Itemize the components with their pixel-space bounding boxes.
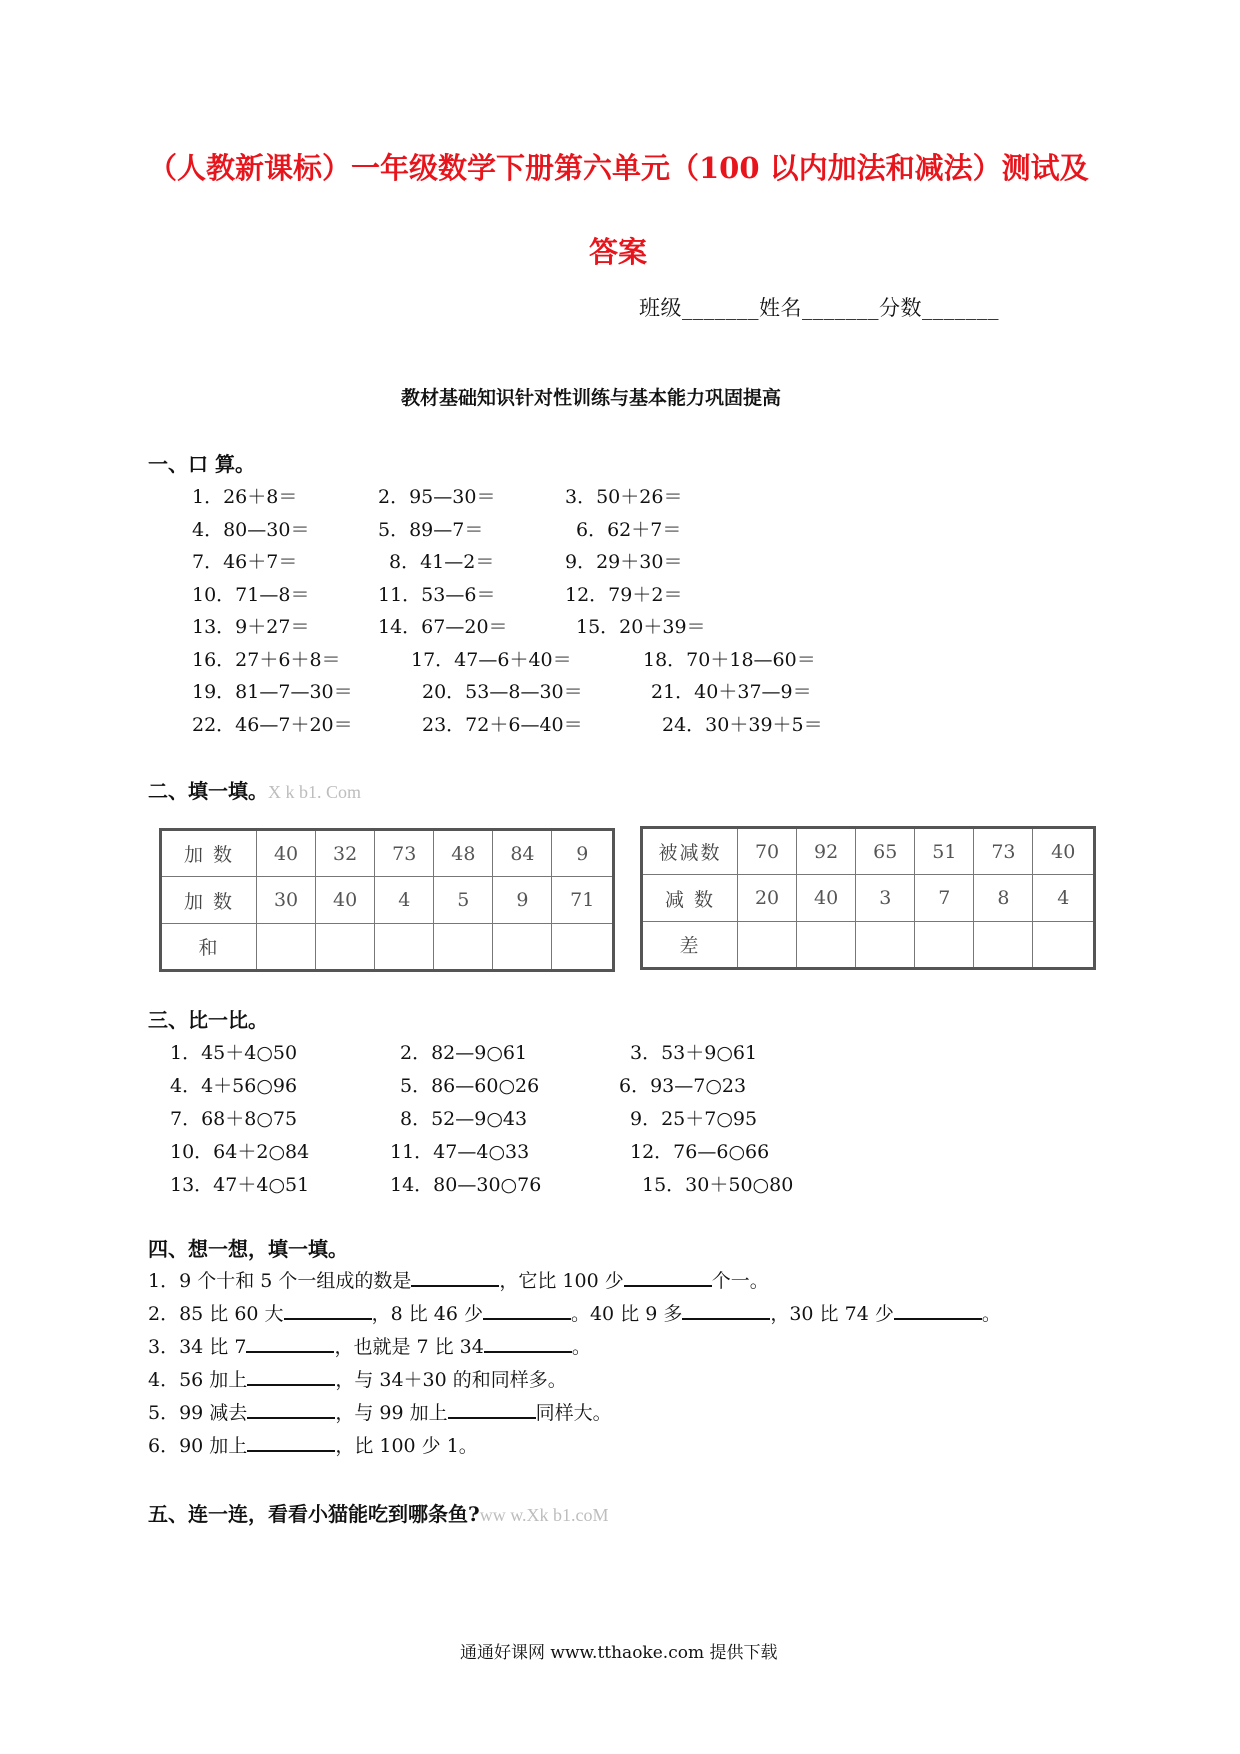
table-cell: 71: [552, 877, 614, 924]
table-cell: 8: [974, 875, 1033, 922]
answer-blank[interactable]: [624, 1267, 712, 1287]
table-cell: 7: [915, 875, 974, 922]
row-label: 差: [642, 922, 738, 969]
section1-heading: 一、口 算。: [148, 452, 255, 476]
answer-cell[interactable]: [375, 924, 434, 971]
table-cell: 9: [493, 877, 552, 924]
answer-cell[interactable]: [856, 922, 915, 969]
fill-question-5: 5．99 减去 ，与 99 加上 同样大。: [148, 1398, 612, 1425]
document-title-line2: 答案: [589, 235, 648, 269]
fill-question-3: 3．34 比 7 ，也就是 7 比 34 。: [148, 1332, 591, 1359]
calc-item: 7．46＋7＝: [192, 551, 298, 573]
calc-item: 9．29＋30＝: [565, 551, 683, 573]
calc-item: 24．30＋39＋5＝: [662, 714, 823, 736]
calc-item: 6．62＋7＝: [576, 519, 682, 541]
compare-item: 4．4＋56○96: [170, 1075, 298, 1097]
compare-item: 11．47—4○33: [390, 1141, 530, 1163]
calc-item: 16．27＋6＋8＝: [192, 649, 341, 671]
table-cell: 70: [738, 828, 797, 875]
answer-cell[interactable]: [316, 924, 375, 971]
table-cell: 65: [856, 828, 915, 875]
row-label: 减 数: [642, 875, 738, 922]
section2-heading: [148, 775, 361, 804]
table-cell: 3: [856, 875, 915, 922]
calc-item: 21．40＋37—9＝: [651, 681, 812, 703]
compare-item: 13．47＋4○51: [170, 1174, 310, 1196]
answer-blank[interactable]: [246, 1333, 334, 1353]
fill-question-1: 1．9 个十和 5 个一组成的数是 ，它比 100 少 个一。: [148, 1266, 769, 1293]
answer-blank[interactable]: [411, 1267, 499, 1287]
answer-cell[interactable]: [738, 922, 797, 969]
table-cell: 30: [257, 877, 316, 924]
fill-question-4: 4．56 加上 ，与 34＋30 的和同样多。: [148, 1365, 567, 1392]
table-cell: 92: [797, 828, 856, 875]
compare-item: 7．68＋8○75: [170, 1108, 298, 1130]
table-cell: 73: [974, 828, 1033, 875]
answer-cell[interactable]: [974, 922, 1033, 969]
section5-heading-text: 五、连一连，看看小猫能吃到哪条鱼?: [148, 1502, 480, 1526]
watermark-text: X k b1. Com: [268, 782, 362, 802]
answer-cell[interactable]: [434, 924, 493, 971]
table-cell: 5: [434, 877, 493, 924]
calc-item: 20．53—8—30＝: [422, 681, 583, 703]
row-label: 被减数: [642, 828, 738, 875]
calc-item: 3．50＋26＝: [565, 486, 683, 508]
calc-item: 5．89—7＝: [378, 519, 484, 541]
addition-table: [159, 828, 615, 972]
section4-heading: 四、想一想，填一填。: [148, 1237, 348, 1261]
calc-item: 22．46—7＋20＝: [192, 714, 353, 736]
table-cell: 4: [375, 877, 434, 924]
class-name-score-line: 班级_______姓名_______分数_______: [639, 296, 999, 320]
section5-heading: [148, 1498, 609, 1527]
answer-cell[interactable]: [797, 922, 856, 969]
table-cell: 20: [738, 875, 797, 922]
document-title-line1: （人教新课标）一年级数学下册第六单元（100 以内加法和减法）测试及: [148, 151, 1089, 185]
table-cell: 40: [257, 830, 316, 877]
compare-item: 15．30＋50○80: [642, 1174, 794, 1196]
calc-item: 18．70＋18—60＝: [643, 649, 816, 671]
answer-blank[interactable]: [894, 1300, 982, 1320]
row-label: 加 数: [161, 830, 257, 877]
answer-cell[interactable]: [915, 922, 974, 969]
table-cell: 32: [316, 830, 375, 877]
table-cell: 51: [915, 828, 974, 875]
calc-item: 1．26＋8＝: [192, 486, 298, 508]
compare-item: 5．86—60○26: [400, 1075, 540, 1097]
section3-heading: 三、比一比。: [148, 1008, 268, 1032]
table-cell: 40: [316, 877, 375, 924]
fill-question-2: 2．85 比 60 大 ，8 比 46 少 。40 比 9 多 ，30 比 74 少 。: [148, 1299, 1001, 1326]
section2-heading-text: 二、填一填。: [148, 779, 268, 803]
compare-item: 10．64＋2○84: [170, 1141, 310, 1163]
table-cell: 40: [1033, 828, 1095, 875]
calc-item: 8．41—2＝: [389, 551, 495, 573]
answer-blank[interactable]: [448, 1399, 536, 1419]
compare-item: 12．76—6○66: [630, 1141, 770, 1163]
calc-item: 2．95—30＝: [378, 486, 496, 508]
compare-item: 6．93—7○23: [619, 1075, 747, 1097]
answer-blank[interactable]: [484, 1333, 572, 1353]
subtraction-table: [640, 826, 1096, 970]
calc-item: 17．47—6＋40＝: [411, 649, 572, 671]
answer-blank[interactable]: [682, 1300, 770, 1320]
watermark-text: ww w.Xk b1.coM: [479, 1505, 609, 1525]
table-cell: 40: [797, 875, 856, 922]
compare-item: 2．82—9○61: [400, 1042, 528, 1064]
compare-item: 8．52—9○43: [400, 1108, 528, 1130]
footer-credit: 通通好课网 www.tthaoke.com 提供下载: [460, 1643, 778, 1663]
subtitle: 教材基础知识针对性训练与基本能力巩固提高: [401, 387, 782, 409]
row-label: 和: [161, 924, 257, 971]
table-cell: 9: [552, 830, 614, 877]
table-cell: 73: [375, 830, 434, 877]
answer-blank[interactable]: [483, 1300, 571, 1320]
fill-question-6: 6．90 加上 ，比 100 少 1。: [148, 1431, 478, 1458]
calc-item: 13．9＋27＝: [192, 616, 310, 638]
calc-item: 15．20＋39＝: [576, 616, 706, 638]
compare-item: 3．53＋9○61: [630, 1042, 758, 1064]
calc-item: 11．53—6＝: [378, 584, 496, 606]
answer-cell[interactable]: [493, 924, 552, 971]
compare-item: 9．25＋7○95: [630, 1108, 758, 1130]
answer-blank[interactable]: [247, 1399, 335, 1419]
table-cell: 4: [1033, 875, 1095, 922]
compare-item: 1．45＋4○50: [170, 1042, 298, 1064]
calc-item: 4．80—30＝: [192, 519, 310, 541]
answer-cell[interactable]: [257, 924, 316, 971]
answer-blank[interactable]: [247, 1366, 335, 1386]
calc-item: 19．81—7—30＝: [192, 681, 353, 703]
calc-item: 10．71—8＝: [192, 584, 310, 606]
answer-cell[interactable]: [1033, 922, 1095, 969]
answer-blank[interactable]: [247, 1432, 335, 1452]
calc-item: 14．67—20＝: [378, 616, 508, 638]
answer-blank[interactable]: [284, 1300, 372, 1320]
compare-item: 14．80—30○76: [390, 1174, 542, 1196]
row-label: 加 数: [161, 877, 257, 924]
table-cell: 48: [434, 830, 493, 877]
table-cell: 84: [493, 830, 552, 877]
calc-item: 12．79＋2＝: [565, 584, 683, 606]
answer-cell[interactable]: [552, 924, 614, 971]
calc-item: 23．72＋6—40＝: [422, 714, 583, 736]
